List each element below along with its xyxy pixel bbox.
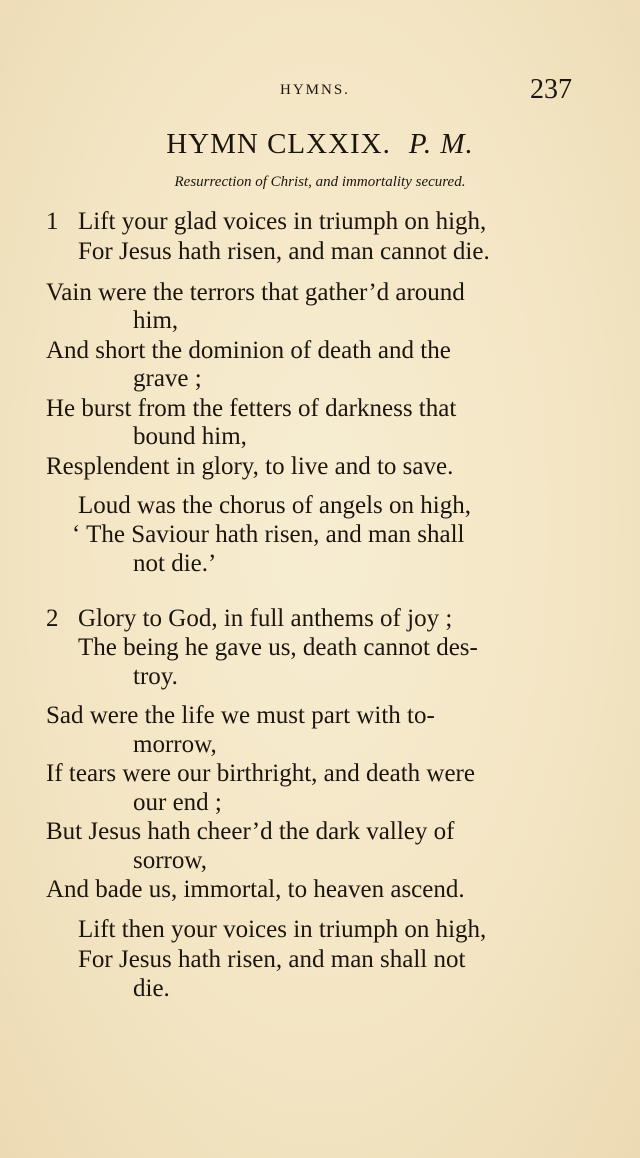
verse-line: And bade us, immortal, to heaven ascend.	[46, 876, 465, 903]
chorus-line: not die.’	[133, 550, 217, 577]
verse-line: The being he gave us, death cannot des-	[78, 634, 478, 661]
verse-line: bound him,	[133, 423, 247, 450]
verse-line: Glory to God, in full anthems of joy ;	[78, 605, 453, 632]
hymn-subtitle: Resurrection of Christ, and immortality secured.	[174, 174, 466, 190]
verse-line: Resplendent in glory, to live and to save.	[46, 453, 454, 480]
verse-line: For Jesus hath risen, and man cannot die.	[78, 238, 490, 265]
verse-number: 2	[46, 605, 59, 632]
verse-line: Sad were the life we must part with to-	[46, 702, 435, 729]
verse-line: him,	[133, 307, 179, 334]
verse-line: troy.	[133, 663, 178, 690]
chorus-line: Lift then your voices in triumph on high,	[78, 916, 487, 943]
page-number: 237	[530, 74, 572, 105]
verse-line: grave ;	[133, 365, 202, 392]
verse-line: He burst from the fetters of darkness that	[46, 395, 457, 422]
hymn-title	[0, 128, 640, 161]
chorus-line: For Jesus hath risen, and man shall not	[78, 946, 466, 973]
chorus-line: die.	[133, 975, 170, 1002]
hymn-number: HYMN CLXXIX.	[166, 128, 391, 160]
verse-line: morrow,	[133, 731, 217, 758]
chorus-line: ‘ The Saviour hath risen, and man shall	[72, 521, 465, 548]
verse-line: If tears were our birthright, and death were	[46, 760, 475, 787]
verse-line: Lift your glad voices in triumph on high,	[78, 208, 487, 235]
verse-line: And short the dominion of death and the	[46, 337, 451, 364]
verse-line: But Jesus hath cheer’d the dark valley of	[46, 818, 455, 845]
running-head: HYMNS.	[280, 82, 350, 98]
hymn-meter: P. M.	[408, 128, 474, 160]
verse-number: 1	[46, 208, 59, 235]
verse-line: sorrow,	[133, 847, 208, 874]
chorus-line: Loud was the chorus of angels on high,	[78, 492, 471, 519]
verse-line: our end ;	[133, 789, 222, 816]
verse-line: Vain were the terrors that gather’d around	[46, 279, 465, 306]
